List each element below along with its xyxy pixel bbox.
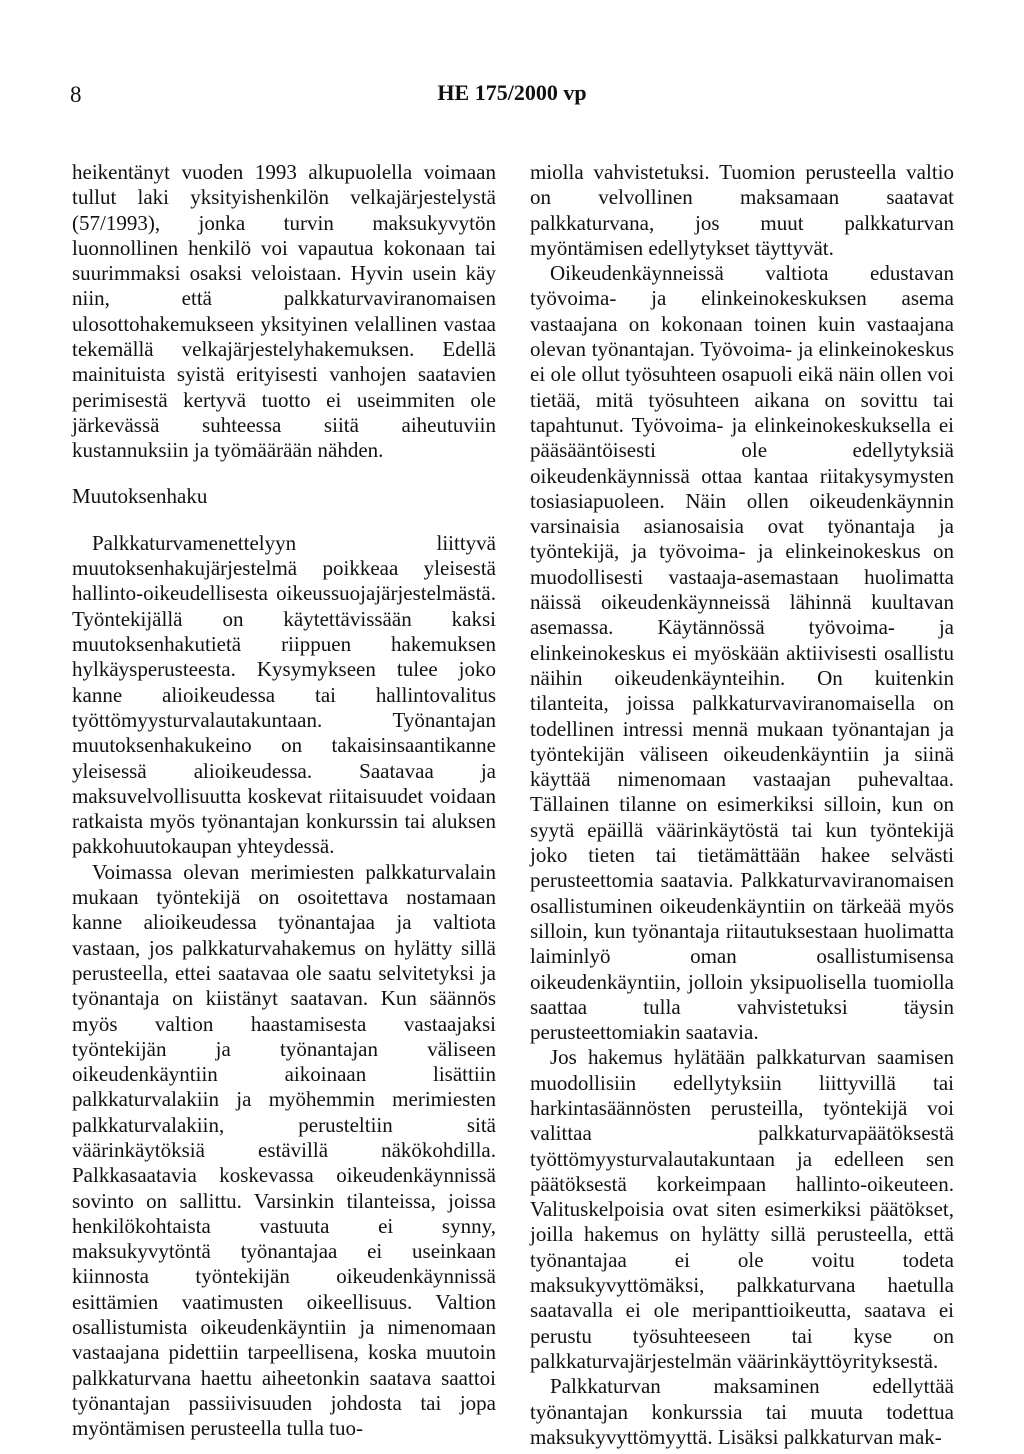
paragraph: Voimassa olevan merimiesten palkkaturvalain mukaan työntekijä on osoitettava nostamaan kanne alioikeudessa työnantajaa ja valtiota vastaan, jos palkkaturvahakemus on hylätty sillä perusteella, ettei saatavaa ole saatu selvitetyksi ja työnantaja on kiistänyt saatavan. Kun säännös myös valtion haastamisesta vastaajaksi työntekijän ja työnantajan väliseen oikeudenkäyntiin aikoinaan lisättiin palkkaturvalakiin ja myöhemmin merimiesten palkkaturvalakiin, perusteltiin sitä väärinkäytöksiä estävillä näkökohdilla. Palkkasaatavia koskevassa oikeudenkäynnissä sovinto on sallittu. Varsinkin tilanteissa, joissa henkilökohtaista vastuuta ei synny, maksukyvytöntä työnantajaa ei useinkaan kiinnosta työntekijän oikeudenkäynnissä esittämien vaatimusten oikeellisuus. Valtion osallistumista oikeudenkäyntiin ja nimenomaan vastaajana pidettiin tarpeellisena, koska muutoin palkkaturvana haettu aiheetonkin saatava saattoi työnantajan passiivisuuden johdosta tai jopa myöntämisen perusteella tulla tuo- [72,859,496,1441]
section-heading: Muutoksenhaku [72,483,208,508]
left-column [72,160,496,1442]
page-number: 8 [70,82,82,107]
paragraph: miolla vahvistetuksi. Tuomion perusteella valtio on velvollinen maksamaan saatavat palkkaturvana, jos muut palkkaturvan myöntämisen edellytykset täyttyvät. [530,160,954,260]
paragraph: heikentänyt vuoden 1993 alkupuolella voimaan tullut laki yksityishenkilön velkajärjestelystä (57/1993), jonka turvin maksukyvytön luonnollinen henkilö voi vapautua kokonaan tai suurimmaksi osaksi veloistaan. Hyvin usein käy niin, että palkkaturvaviranomaisen ulosottohakemukseen yksityinen velallinen vastaa tekemällä velkajärjestelyhakemuksen. Edellä mainituista syistä erityisesti vanhojen saatavien perimisestä kertyvä tuotto ei useimmiten ole järkevässä suhteessa siitä aiheutuviin kustannuksiin ja työmäärään nähden. [72,160,496,463]
document-id: HE 175/2000 vp [437,80,587,105]
paragraph: Jos hakemus hylätään palkkaturvan saamisen muodollisiin edellytyksiin liittyvillä tai harkintasäännösten perusteilla, työntekijä voi valittaa palkkaturvapäätöksestä työttömyysturvalautakuntaan ja edelleen sen päätöksestä korkeimpaan hallinto-oikeuteen. Valituskelpoisia ovat siten esimerkiksi päätökset, joilla hakemus on hylätty sillä perusteella, että työnantajaa ei ole voitu todeta maksukyvyttömäksi, palkkaturvana haetulla saatavalla ei ole meripanttioikeutta, saatava ei perustu työsuhteeseen tai kyse on palkkaturvajärjestelmän väärinkäyttöyrityksestä. [530,1045,954,1373]
paragraph: Palkkaturvan maksaminen edellyttää työnantajan konkurssia tai muuta todettua maksukyvyttömyyttä. Lisäksi palkkaturvan mak- [530,1374,954,1449]
paragraph: Palkkaturvamenettelyyn liittyvä muutoksenhakujärjestelmä poikkeaa yleisestä hallinto-oikeudellisesta oikeussuojajärjestelmästä. Työntekijällä on käytettävissään kaksi muutoksenhakutietä riippuen hakemuksen hylkäysperusteesta. Kysymykseen tulee joko kanne alioikeudessa tai hallintovalitus työttömyysturvalautakuntaan. Työnantajan muutoksenhakukeino on takaisinsaantikanne yleisessä alioikeudessa. Saatavaa ja maksuvelvollisuutta koskevat riitaisuudet voidaan ratkaista myös työnantajan konkurssin tai aluksen pakkohuutokaupan yhteydessä. [72,530,496,859]
paragraph: Oikeudenkäynneissä valtiota edustavan työvoima- ja elinkeinokeskuksen asema vastaajana on kokonaan toinen kuin vastaajana olevan työnantajan. Työvoima- ja elinkeinokeskus ei ole ollut työsuhteen osapuoli eikä näin ollen voi tietää, mitä työsuhteen aikana on sovittu tai tapahtunut. Työvoima- ja elinkeinokeskuksella ei pääsääntöisesti ole edellytyksiä oikeudenkäynnissä ottaa kantaa riitakysymysten tosiasiapuoleen. Näin ollen oikeudenkäynnin varsinaisia asianosaisia ovat työnantaja ja työntekijä, ja työvoima- ja elinkeinokeskus on muodollisesti vastaaja-asemastaan huolimatta näissä oikeudenkäynneissä lähinnä kuultavan asemassa. Käytännössä työvoima- ja elinkeinokeskus ei myöskään aktiivisesti osallistu näihin oikeudenkäynteihin. On kuitenkin tilanteita, joissa palkkaturvaviranomaisella on todellinen intressi mennä mukaan työnantajan ja työntekijän väliseen oikeudenkäyntiin ja siinä käyttää nimenomaan vastaajan puhevaltaa. Tällainen tilanne on esimerkiksi silloin, kun on syytä epäillä väärinkäytöstä tai kun työntekijä joko tieten tai tietämättään hakee selvästi perusteettomia saatavia. Palkkaturvaviranomaisen osallistuminen oikeudenkäyntiin on tärkeää myös silloin, kun työnantaja riitautuksestaan huolimatta laiminlyö oman osallistumisensa oikeudenkäyntiin, jolloin yksipuolisella tuomiolla saattaa tulla vahvistetuksi täysin perusteettomiakin saatavia. [530,261,954,1045]
right-column [530,160,954,1450]
